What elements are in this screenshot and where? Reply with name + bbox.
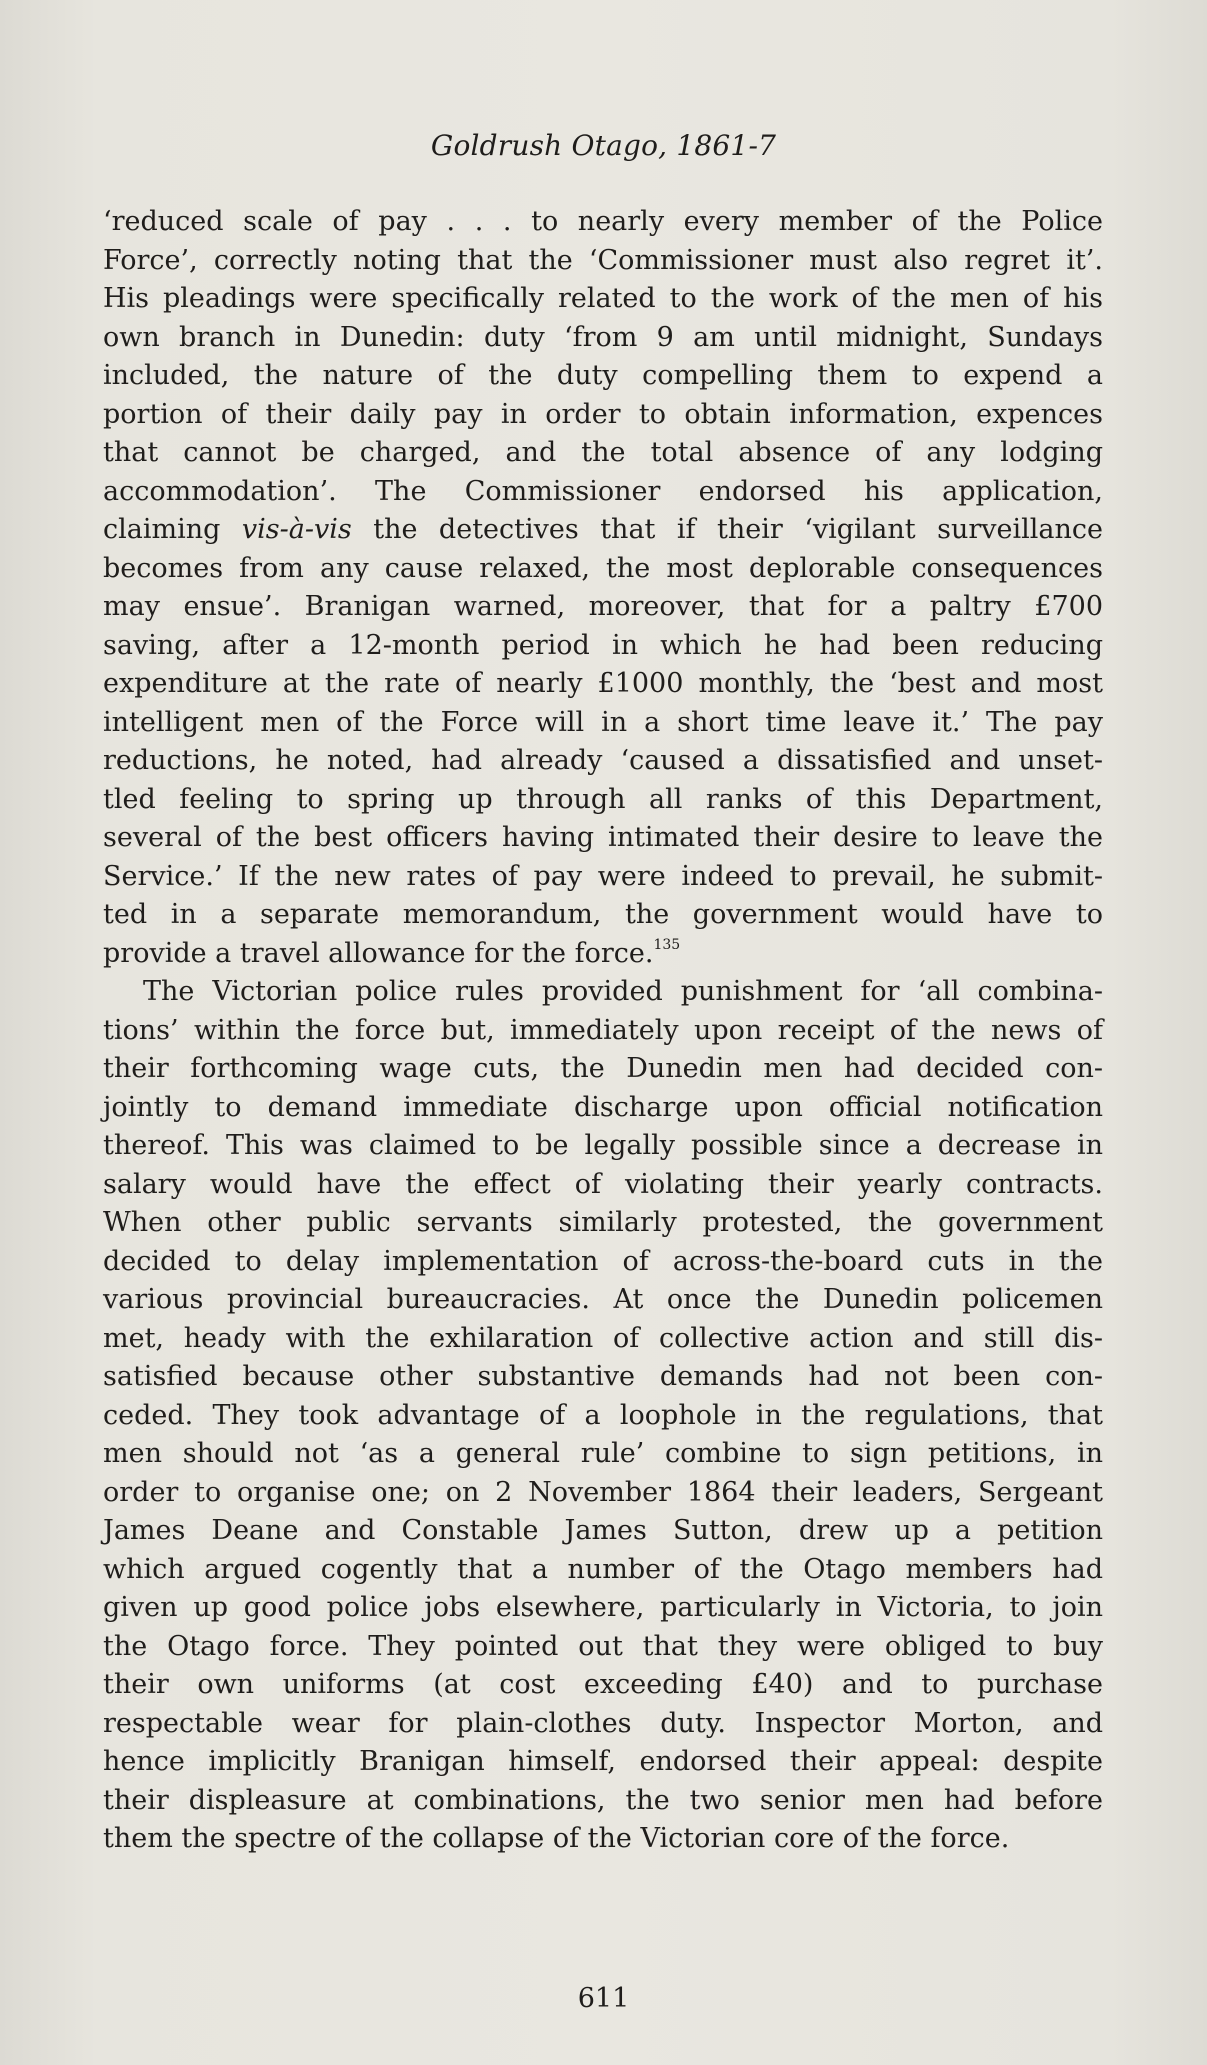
text-line: reductions, he noted, had already ‘caused a dissatisfied and unset- bbox=[103, 745, 1103, 776]
text-line: their own uniforms (at cost exceeding £40) and to purchase bbox=[103, 1669, 1103, 1700]
text-line: ted in a separate memorandum, the government would have to bbox=[103, 899, 1103, 930]
text-line: the Otago force. They pointed out that they were obliged to buy bbox=[103, 1630, 1103, 1662]
page-number: 611 bbox=[577, 1983, 630, 2014]
text-line: respectable wear for plain-clothes duty. Inspector Morton, and bbox=[103, 1707, 1103, 1739]
text-line: various provincial bureaucracies. At once the Dunedin policemen bbox=[103, 1284, 1103, 1315]
text-line: order to organise one; on 2 November 1864 their leaders, Sergeant bbox=[103, 1476, 1103, 1508]
text-line: When other public servants similarly protested, the government bbox=[103, 1207, 1103, 1238]
text-line: Service.’ If the new rates of pay were indeed to prevail, he submit- bbox=[103, 860, 1103, 892]
running-head: Goldrush Otago, 1861-7 bbox=[430, 129, 777, 162]
text-line: accommodation’. The Commissioner endorsed his application, bbox=[103, 475, 1103, 507]
text-line: Force’, correctly noting that the ‘Commissioner must also regret it’. bbox=[103, 244, 1103, 276]
text-line: their forthcoming wage cuts, the Dunedin men had decided con- bbox=[103, 1053, 1103, 1084]
text-line: salary would have the effect of violating their yearly contracts. bbox=[103, 1168, 1103, 1200]
text-line: thereof. This was claimed to be legally possible since a decrease in bbox=[103, 1130, 1103, 1161]
paragraph-2 bbox=[103, 973, 1103, 1859]
text-line: may ensue’. Branigan warned, moreover, that for a paltry £700 bbox=[103, 591, 1103, 622]
text-line: satisfied because other substantive demands had not been con- bbox=[103, 1361, 1103, 1392]
text-line: decided to delay implementation of across-the-board cuts in the bbox=[103, 1245, 1103, 1277]
text-line: which argued cogently that a number of the Otago members had bbox=[103, 1553, 1103, 1585]
text-line: ceded. They took advantage of a loophole in the regulations, that bbox=[103, 1399, 1103, 1431]
text-line: becomes from any cause relaxed, the most deplorable consequences bbox=[103, 552, 1103, 584]
text-segment: provide a travel allowance for the force. bbox=[103, 937, 654, 969]
text-segment: the detectives that if their ‘vigilant surveillance bbox=[351, 514, 1103, 545]
text-line: James Deane and Constable James Sutton, drew up a petition bbox=[103, 1515, 1103, 1546]
text-line: The Victorian police rules provided punishment for ‘all combina- bbox=[143, 976, 1103, 1007]
text-line: included, the nature of the duty compelling them to expend a bbox=[103, 360, 1103, 391]
text-line: portion of their daily pay in order to obtain information, expences bbox=[103, 398, 1103, 430]
text-line bbox=[103, 511, 1103, 550]
text-line: expenditure at the rate of nearly £1000 monthly, the ‘best and most bbox=[103, 668, 1103, 699]
text-segment: claiming bbox=[103, 514, 242, 545]
text-line: His pleadings were specifically related to the work of the men of his bbox=[103, 283, 1103, 314]
text-line: that cannot be charged, and the total absence of any lodging bbox=[103, 437, 1103, 468]
paragraph-1 bbox=[103, 203, 1103, 973]
body-text bbox=[103, 203, 1103, 1859]
text-line: ‘reduced scale of pay . . . to nearly every member of the Police bbox=[103, 206, 1103, 237]
text-line: tled feeling to spring up through all ranks of this Department, bbox=[103, 783, 1103, 815]
text-line bbox=[103, 935, 1103, 974]
text-line: men should not ‘as a general rule’ combine to sign petitions, in bbox=[103, 1438, 1103, 1469]
text-line: several of the best officers having intimated their desire to leave the bbox=[103, 822, 1103, 853]
text-line: tions’ within the force but, immediately upon receipt of the news of bbox=[103, 1014, 1103, 1046]
text-line: them the spectre of the collapse of the Victorian core of the force. bbox=[103, 1823, 1010, 1854]
text-line: saving, after a 12-month period in which he had been reducing bbox=[103, 629, 1103, 661]
text-line: their displeasure at combinations, the two senior men had before bbox=[103, 1784, 1103, 1816]
text-line: own branch in Dunedin: duty ‘from 9 am until midnight, Sundays bbox=[103, 321, 1103, 353]
text-line: jointly to demand immediate discharge upon official notification bbox=[103, 1091, 1103, 1123]
text-line: intelligent men of the Force will in a short time leave it.’ The pay bbox=[103, 706, 1103, 738]
footnote-reference: 135 bbox=[653, 936, 681, 953]
italic-term: vis-à-vis bbox=[241, 514, 352, 545]
text-line: given up good police jobs elsewhere, particularly in Victoria, to join bbox=[103, 1592, 1103, 1623]
text-line: met, heady with the exhilaration of collective action and still dis- bbox=[103, 1322, 1103, 1354]
text-line: hence implicitly Branigan himself, endorsed their appeal: despite bbox=[103, 1746, 1103, 1777]
